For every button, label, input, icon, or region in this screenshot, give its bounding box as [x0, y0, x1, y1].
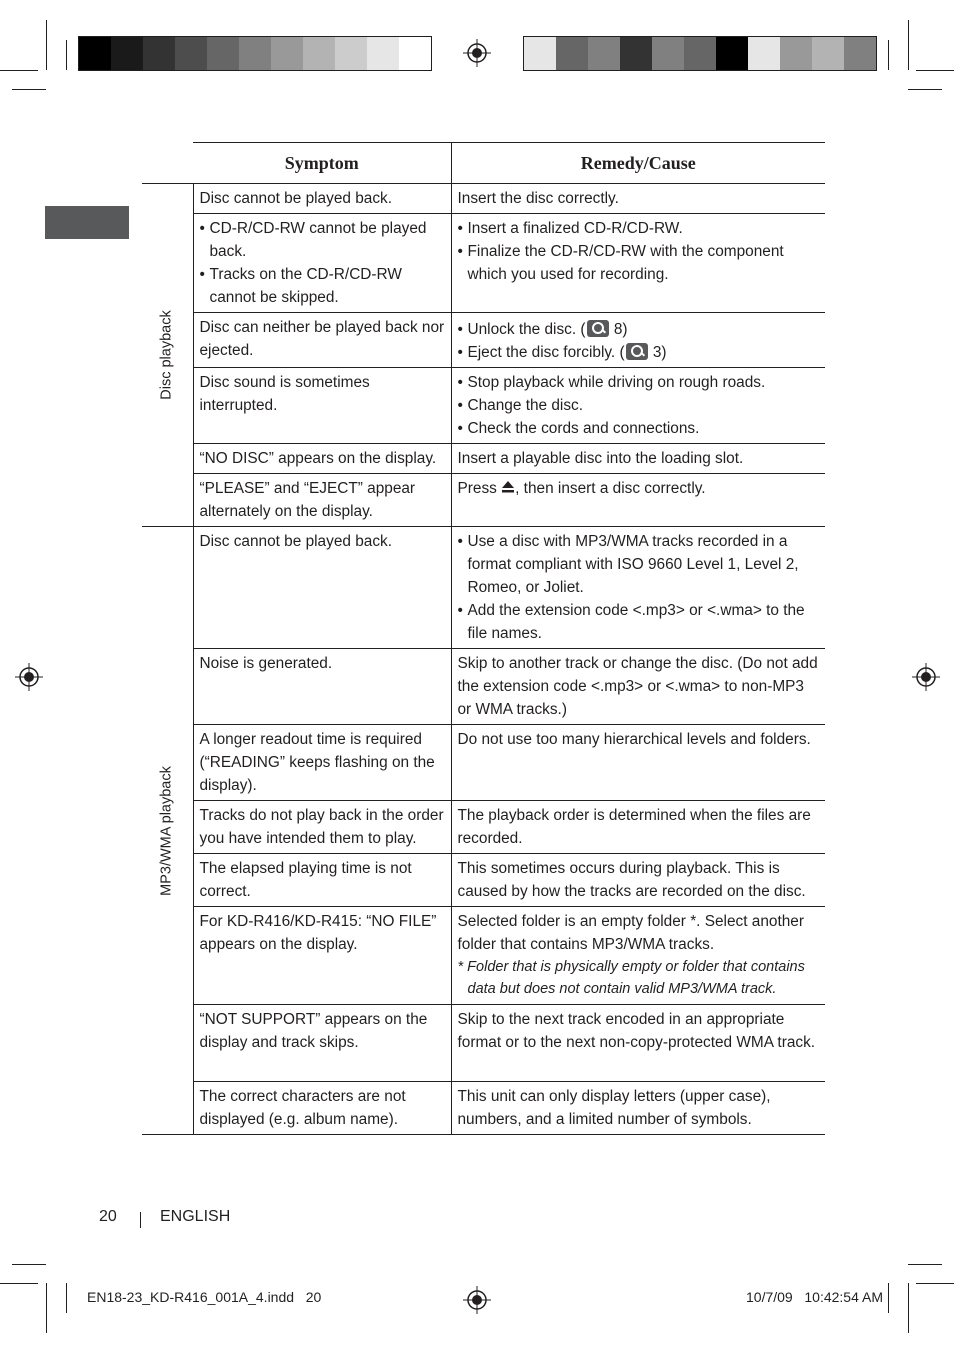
- remedy-cell: [451, 907, 825, 1005]
- symptom-cell: Disc cannot be played back.: [193, 527, 451, 649]
- color-swatch: [684, 37, 716, 70]
- symptom-cell: Noise is generated.: [193, 649, 451, 725]
- registration-mark-icon: [912, 663, 940, 691]
- color-bar-right: [523, 36, 877, 71]
- table-row: [142, 801, 825, 854]
- crop-mark: [12, 89, 46, 90]
- crop-mark: [908, 89, 942, 90]
- remedy-text: Selected folder is an empty folder *. Select another folder that contains MP3/WMA tracks.: [457, 913, 804, 953]
- color-swatch: [111, 37, 143, 70]
- list-item: • Check the cords and connections.: [458, 417, 820, 440]
- color-swatch: [335, 37, 367, 70]
- table-row: [142, 214, 825, 313]
- remedy-text: Press: [457, 480, 502, 497]
- list-item: • Insert a finalized CD-R/CD-RW.: [458, 217, 820, 240]
- crop-mark: [908, 20, 909, 70]
- remedy-cell: [451, 313, 825, 368]
- crop-mark: [908, 1283, 909, 1333]
- registration-mark-icon: [15, 663, 43, 691]
- symptom-header: Symptom: [193, 143, 451, 184]
- crop-mark: [66, 40, 67, 70]
- list-item: • Use a disc with MP3/WMA tracks recorded in a format compliant with ISO 9660 Level 1, Level 2, Romeo, or Joliet.: [458, 530, 820, 599]
- list-item: [458, 318, 820, 341]
- list-item: • Change the disc.: [458, 394, 820, 417]
- crop-mark: [12, 1264, 46, 1265]
- remedy-text: Eject the disc forcibly. (: [467, 344, 625, 361]
- table-row: [142, 368, 825, 444]
- table-row: [142, 474, 825, 527]
- color-swatch: [620, 37, 652, 70]
- page-number: 20: [99, 1208, 117, 1225]
- crop-mark: [0, 1283, 38, 1284]
- color-swatch: [588, 37, 620, 70]
- symptom-cell: Disc cannot be played back.: [193, 184, 451, 214]
- crop-mark: [916, 70, 954, 71]
- color-swatch: [716, 37, 748, 70]
- footer-language: ENGLISH: [160, 1208, 231, 1225]
- color-swatch: [652, 37, 684, 70]
- remedy-cell: Do not use too many hierarchical levels and folders.: [451, 725, 825, 801]
- category-cell-mp3: [142, 527, 193, 1135]
- table-row: [142, 725, 825, 801]
- list-item: [458, 341, 820, 364]
- category-cell-disc: [142, 184, 193, 527]
- symptom-cell: Disc sound is sometimes interrupted.: [193, 368, 451, 444]
- troubleshooting-table: [142, 142, 825, 1135]
- color-swatch: [143, 37, 175, 70]
- table-header-row: [142, 143, 825, 184]
- symptom-cell: “NO DISC” appears on the display.: [193, 444, 451, 474]
- remedy-cell: Skip to another track or change the disc. (Do not add the extension code <.mp3> or <.wma> to non-MP3 or WMA tracks.): [451, 649, 825, 725]
- table-row: [142, 854, 825, 907]
- table-row: [142, 527, 825, 649]
- color-swatch: [303, 37, 335, 70]
- remedy-cell: [451, 368, 825, 444]
- symptom-cell: Disc can neither be played back nor ejected.: [193, 313, 451, 368]
- section-tab: [45, 206, 129, 239]
- list-item: • CD-R/CD-RW cannot be played back.: [200, 217, 445, 263]
- symptom-cell: For KD-R416/KD-R415: “NO FILE” appears on the display.: [193, 907, 451, 1005]
- eject-icon: [501, 480, 515, 494]
- remedy-header: Remedy/Cause: [451, 143, 825, 184]
- magnifier-reference-icon: [626, 343, 648, 360]
- crop-mark: [916, 1283, 954, 1284]
- color-swatch: [399, 37, 431, 70]
- slug-datetime: 10/7/09 10:42:54 AM: [746, 1289, 883, 1305]
- remedy-cell: [451, 527, 825, 649]
- crop-mark: [908, 1264, 942, 1265]
- table-row: [142, 444, 825, 474]
- color-swatch: [175, 37, 207, 70]
- footer-divider: [140, 1212, 141, 1228]
- crop-mark: [0, 70, 38, 71]
- category-label-mp3: MP3/WMA playback: [158, 765, 175, 896]
- crop-mark: [46, 1283, 47, 1333]
- slug-filename: EN18-23_KD-R416_001A_4.indd 20: [87, 1289, 322, 1305]
- remedy-text: , then insert a disc correctly.: [515, 480, 706, 497]
- color-swatch: [556, 37, 588, 70]
- symptom-cell: “NOT SUPPORT” appears on the display and track skips.: [193, 1005, 451, 1082]
- color-swatch: [844, 37, 876, 70]
- table-row: [142, 907, 825, 1005]
- symptom-cell: The correct characters are not displayed (e.g. album name).: [193, 1082, 451, 1135]
- remedy-text: Unlock the disc. (: [467, 321, 586, 338]
- remedy-cell: Skip to the next track encoded in an appropriate format or to the next non-copy-protected WMA track.: [451, 1005, 825, 1082]
- color-swatch: [239, 37, 271, 70]
- remedy-cell: Insert the disc correctly.: [451, 184, 825, 214]
- page-reference: 3): [652, 344, 667, 361]
- symptom-cell: “PLEASE” and “EJECT” appear alternately on the display.: [193, 474, 451, 527]
- color-swatch: [748, 37, 780, 70]
- category-label-disc: Disc playback: [158, 310, 175, 400]
- list-item: • Add the extension code <.mp3> or <.wma> to the file names.: [458, 599, 820, 645]
- color-swatch: [812, 37, 844, 70]
- color-swatch: [367, 37, 399, 70]
- symptom-cell: The elapsed playing time is not correct.: [193, 854, 451, 907]
- crop-mark: [66, 1283, 67, 1313]
- symptom-cell: Tracks do not play back in the order you have intended them to play.: [193, 801, 451, 854]
- registration-mark-icon: [463, 1286, 491, 1314]
- footnote: * Folder that is physically empty or folder that contains data but does not contain valid MP3/WMA track.: [457, 959, 805, 997]
- color-swatch: [207, 37, 239, 70]
- registration-mark-icon: [463, 39, 491, 67]
- remedy-cell: The playback order is determined when the files are recorded.: [451, 801, 825, 854]
- list-item: • Tracks on the CD-R/CD-RW cannot be skipped.: [200, 263, 445, 309]
- color-swatch: [524, 37, 556, 70]
- crop-mark: [46, 20, 47, 70]
- table-row: [142, 1082, 825, 1135]
- table-row: [142, 1005, 825, 1082]
- symptom-cell: A longer readout time is required (“READING” keeps flashing on the display).: [193, 725, 451, 801]
- symptom-cell: [193, 214, 451, 313]
- table-row: [142, 313, 825, 368]
- crop-mark: [888, 1283, 889, 1313]
- color-swatch: [271, 37, 303, 70]
- remedy-cell: [451, 214, 825, 313]
- remedy-cell: [451, 474, 825, 527]
- remedy-cell: Insert a playable disc into the loading slot.: [451, 444, 825, 474]
- color-bar-left: [78, 36, 432, 71]
- page-reference: 8): [613, 321, 628, 338]
- color-swatch: [780, 37, 812, 70]
- magnifier-reference-icon: [587, 320, 609, 337]
- color-swatch: [79, 37, 111, 70]
- crop-mark: [888, 40, 889, 70]
- table-row: [142, 649, 825, 725]
- remedy-cell: This unit can only display letters (upper case), numbers, and a limited number of symbols.: [451, 1082, 825, 1135]
- table-row: [142, 184, 825, 214]
- list-item: • Finalize the CD-R/CD-RW with the component which you used for recording.: [458, 240, 820, 286]
- list-item: • Stop playback while driving on rough roads.: [458, 371, 820, 394]
- remedy-cell: This sometimes occurs during playback. This is caused by how the tracks are recorded on the disc.: [451, 854, 825, 907]
